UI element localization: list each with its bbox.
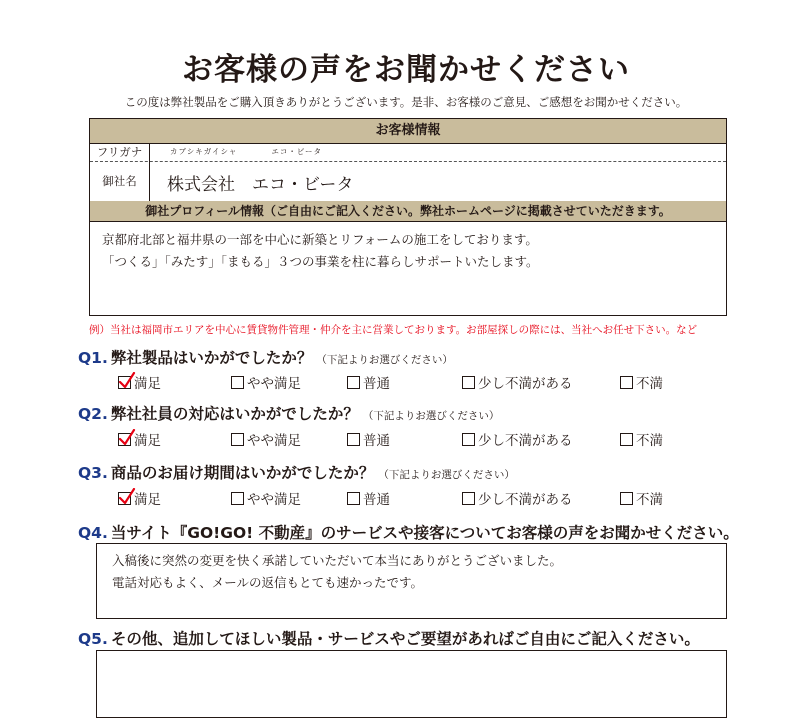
profile-header: 御社プロフィール情報（ご自由にご記入ください。弊社ホームページに掲載させていただきます。 [90, 201, 726, 222]
question-sub: （下記よりお選びください） [316, 354, 453, 366]
checkbox[interactable] [462, 376, 475, 389]
profile-line: 「つくる」「みたす」「まもる」３つの事業を柱に暮らしサポートいたします。 [102, 254, 539, 269]
question-1-title [78, 346, 453, 368]
question-text: 商品のお届け期間はいかがでしたか？ [110, 464, 375, 482]
option-label: 少し不満がある [478, 433, 573, 449]
company-name-label: 御社名 [90, 161, 150, 201]
question-sub: （下記よりお選びください） [378, 469, 515, 481]
q4-answer-text [112, 550, 562, 594]
option-label: 不満 [636, 433, 663, 449]
question-5-title [78, 627, 700, 649]
checkbox[interactable] [118, 492, 131, 505]
customer-info-table [89, 118, 727, 316]
option-label: 少し不満がある [478, 492, 573, 508]
checkbox[interactable] [462, 492, 475, 505]
q2-option[interactable] [347, 429, 390, 449]
q3-option[interactable] [462, 488, 573, 508]
checkbox[interactable] [231, 492, 244, 505]
q2-option[interactable] [118, 429, 161, 449]
q3-option[interactable] [231, 488, 301, 508]
answer-line: 電話対応もよく、メールの返信もとても速かったです。 [112, 575, 424, 590]
q2-option[interactable] [462, 429, 573, 449]
option-label: 普通 [363, 492, 390, 508]
question-4-title [78, 521, 739, 543]
option-label: 満足 [134, 376, 161, 392]
option-label: やや満足 [247, 433, 301, 449]
question-number: Q5. [78, 630, 108, 648]
checkbox[interactable] [347, 376, 360, 389]
question-sub: （下記よりお選びください） [362, 410, 500, 422]
question-number: Q4. [78, 524, 108, 542]
checkbox[interactable] [231, 376, 244, 389]
profile-text-area[interactable] [102, 229, 539, 273]
question-number: Q3. [78, 464, 108, 482]
kana-label: フリガナ [90, 143, 150, 161]
option-label: 満足 [134, 433, 161, 449]
option-label: 普通 [363, 433, 390, 449]
intro-text: この度は弊社製品をご購入頂きありがとうございます。是非、お客様のご意見、ご感想をお聞かせください。 [124, 95, 688, 109]
checkmark-icon [118, 429, 136, 447]
kana-value[interactable]: カブシキガイシャ エコ・ビータ [170, 147, 323, 156]
question-3-title [78, 461, 515, 483]
option-label: 不満 [636, 376, 663, 392]
checkbox[interactable] [231, 433, 244, 446]
question-number: Q2. [78, 405, 108, 423]
question-text: 当サイト『GO!GO! 不動産』のサービスや接客についてお客様の声をお聞かせください。 [110, 524, 739, 542]
answer-line: 入稿後に突然の変更を快く承諾していただいて本当にありがとうございました。 [112, 553, 563, 568]
q2-option[interactable] [231, 429, 301, 449]
option-label: 普通 [363, 376, 390, 392]
page-title: お客様の声をお聞かせください [182, 52, 630, 88]
q2-option[interactable] [620, 429, 663, 449]
checkbox[interactable] [620, 376, 633, 389]
q3-option[interactable] [347, 488, 390, 508]
profile-line: 京都府北部と福井県の一部を中心に新築とリフォームの施工をしております。 [102, 232, 538, 247]
q1-option[interactable] [231, 372, 301, 392]
q1-option[interactable] [347, 372, 390, 392]
q3-option[interactable] [620, 488, 663, 508]
q1-option[interactable] [620, 372, 663, 392]
company-name-value[interactable]: 株式会社 エコ・ビータ [167, 175, 354, 195]
q5-answer-box[interactable] [96, 650, 727, 718]
checkbox[interactable] [462, 433, 475, 446]
question-text: 弊社社員の対応はいかがでしたか？ [110, 405, 359, 423]
q1-option[interactable] [462, 372, 573, 392]
option-label: やや満足 [247, 376, 301, 392]
example-note: 例）当社は福岡市エリアを中心に賃貸物件管理・仲介を主に営業しております。お部屋探しの際には、当社へお任せ下さい。など [89, 324, 698, 336]
checkmark-icon [118, 372, 136, 390]
checkmark-icon [118, 488, 136, 506]
checkbox[interactable] [620, 492, 633, 505]
q4-answer-box[interactable] [96, 543, 727, 619]
question-2-title [78, 402, 499, 424]
customer-info-header: お客様情報 [90, 119, 726, 144]
checkbox[interactable] [620, 433, 633, 446]
q3-option[interactable] [118, 488, 161, 508]
checkbox[interactable] [347, 433, 360, 446]
kana-row [90, 143, 726, 162]
checkbox[interactable] [118, 433, 131, 446]
option-label: やや満足 [247, 492, 301, 508]
q1-option[interactable] [118, 372, 161, 392]
option-label: 少し不満がある [478, 376, 573, 392]
question-number: Q1. [78, 349, 108, 367]
question-text: その他、追加してほしい製品・サービスやご要望があればご自由にご記入ください。 [110, 630, 700, 648]
company-name-row [90, 161, 726, 202]
checkbox[interactable] [118, 376, 131, 389]
checkbox[interactable] [347, 492, 360, 505]
question-text: 弊社製品はいかがでしたか？ [110, 349, 313, 367]
option-label: 満足 [134, 492, 161, 508]
option-label: 不満 [636, 492, 663, 508]
